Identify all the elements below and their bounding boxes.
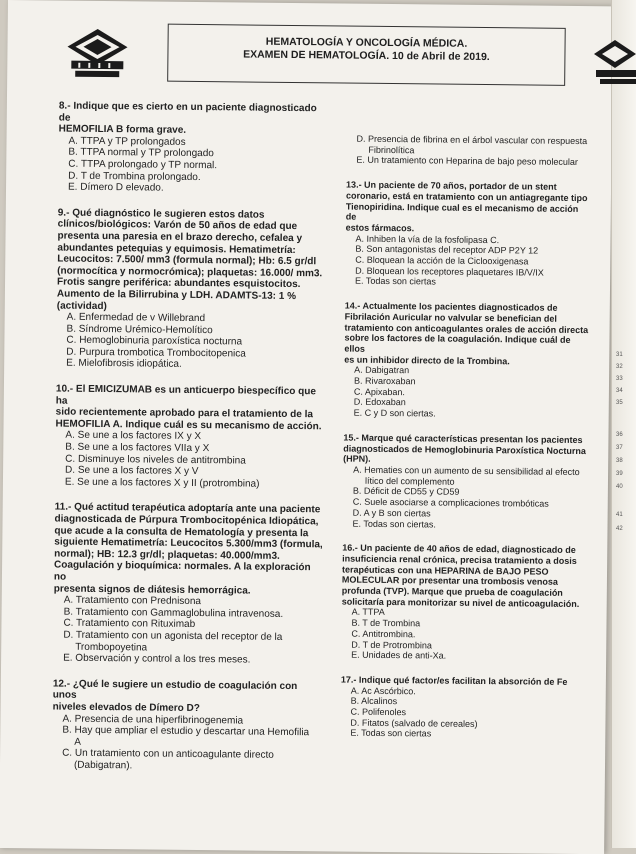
- question-8: [58, 101, 329, 197]
- question-14-option-c: C. Apixaban.: [344, 386, 589, 399]
- question-14-stem-5: es un inhibidor directo de la Trombina.: [344, 354, 589, 367]
- question-11-option-a: A. Tratamiento con Prednisona: [54, 595, 324, 609]
- exam-header: [167, 24, 566, 86]
- question-9-option-a: A. Enfermedad de v Willebrand: [57, 312, 327, 326]
- edge-number: 39: [616, 471, 623, 477]
- question-15-option-c: C. Suele asociarse a complicaciones trombóticas: [343, 497, 588, 510]
- question-10-option-d: D. Se une a los factores X y V: [55, 465, 325, 479]
- question-16-stem-2: insuficiencia renal crónica, precisa tratamiento a dosis: [342, 553, 587, 566]
- question-12-option-d: D. Presencia de fibrina en el árbol vascular con respuesta: [347, 134, 592, 147]
- question-13-option-e: E. Todas son ciertas: [345, 276, 590, 289]
- question-10-option-a: A. Se une a los factores IX y X: [55, 430, 325, 444]
- question-14-option-a: A. Dabigatran: [344, 365, 589, 378]
- question-11-stem-4: siguiente Hematimetría: Leucocitos 5.300/mm3 (formula,: [54, 537, 324, 551]
- question-15-option-a-cont: lítico del complemento: [343, 475, 588, 488]
- question-12-option-b: B. Hay que ampliar el estudio y descartar una Hemofilia: [52, 725, 322, 739]
- question-9-option-d: D. Purpura trombotica Trombocitopenica: [56, 346, 326, 360]
- edge-number: 38: [616, 458, 623, 464]
- question-8-stem-2: HEMOFILIA B forma grave.: [59, 124, 329, 138]
- university-logo-icon: [65, 27, 130, 86]
- question-17: [340, 674, 586, 741]
- question-14-stem-3: tratamiento con anticoagulantes orales de acción directa: [345, 322, 590, 335]
- question-11-stem-1: 11.- Qué actitud terapéutica adoptaría ante una paciente: [55, 502, 325, 516]
- question-13-option-b: B. Son antagonistas del receptor ADP P2Y 12: [345, 244, 590, 257]
- question-14-stem-2: Fibrilación Auricular no valvular se benefician del: [345, 311, 590, 324]
- question-15-stem-2: diagnosticados de Hemoglobinuria Paroxística Nocturna: [343, 443, 588, 456]
- question-8-stem-1: 8.- Indique que es cierto en un paciente diagnosticado de: [59, 101, 329, 127]
- question-15: [342, 432, 588, 531]
- question-14-stem-4: sobre los factores de la coagulación. Indique cuál de ellos: [344, 333, 589, 357]
- question-12-stem-2: niveles elevados de Dímero D?: [53, 701, 323, 715]
- header-title: HEMATOLOGÍA Y ONCOLOGÍA MÉDICA.: [169, 35, 565, 52]
- question-8-option-d: D. T de Trombina prolongado.: [58, 170, 328, 184]
- question-17-option-d: D. Fitatos (salvado de cereales): [340, 717, 585, 730]
- question-13-option-c: C. Bloquean la acción de la Ciclooxigenasa: [345, 255, 590, 268]
- question-8-option-b: B. TTPA normal y TP prolongado: [58, 147, 328, 161]
- edge-number: 36: [616, 432, 623, 438]
- question-10-stem-3: HEMOFILIA A. Indique cuál es su mecanismo de acción.: [56, 418, 326, 432]
- question-16-option-d: D. T de Protrombina: [341, 639, 586, 652]
- question-11-option-b: B. Tratamiento con Gammaglobulina intravenosa.: [54, 606, 324, 620]
- question-10-option-c: C. Disminuye los niveles de antitrombina: [55, 453, 325, 467]
- question-9-stem-5: Leucocitos: 7.500/ mm3 (formula normal); Hb: 6.5 gr/dl: [57, 254, 327, 268]
- question-9-stem-1: 9.- Qué diagnóstico le sugieren estos datos: [58, 207, 328, 221]
- question-13-stem-3: Tienopiridina. Indique cual es el mecanismo de acción de: [346, 201, 591, 225]
- edge-number: 40: [616, 484, 623, 490]
- question-10-option-b: B. Se une a los factores VIIa y X: [55, 442, 325, 456]
- edge-number: 37: [616, 445, 623, 451]
- question-12-continued: [346, 134, 591, 169]
- question-11-option-c: C. Tratamiento con Rituximab: [53, 618, 323, 632]
- question-14-option-b: B. Rivaroxaban: [344, 376, 589, 389]
- question-16-stem-6: solicitaría para monitorizar su nivel de anticoagulación.: [342, 596, 587, 609]
- question-15-stem-3: (HPN).: [343, 454, 588, 467]
- university-logo-icon: [594, 38, 636, 88]
- question-9-option-b: B. Síndrome Urémico-Hemolítico: [56, 323, 326, 337]
- question-16: [341, 543, 587, 663]
- question-17-option-a: A. Ac Ascórbico.: [341, 685, 586, 698]
- question-12-option-b-cont: A: [52, 736, 322, 750]
- question-13-option-d: D. Bloquean los receptores plaquetares IB/V/IX: [345, 265, 590, 278]
- question-9: [56, 207, 328, 372]
- question-12-option-a: A. Presencia de una hiperfibrinogenemia: [52, 713, 322, 727]
- question-11-stem-3: que acude a la consulta de Hematología y presenta la: [54, 525, 324, 539]
- question-15-option-b: B. Déficit de CD55 y CD59: [343, 486, 588, 499]
- question-16-option-b: B. T de Trombina: [341, 618, 586, 631]
- question-12-option-c: C. Un tratamiento con un anticoagulante directo: [52, 748, 322, 762]
- question-13-stem-4: estos fármacos.: [346, 222, 591, 235]
- question-9-option-e: E. Mielofibrosis idiopática.: [56, 358, 326, 372]
- question-11-option-e: E. Observación y control a los tres meses.: [53, 653, 323, 667]
- question-9-stem-7: Frotis sangre periférica: abundantes esquistocitos.: [57, 277, 327, 291]
- edge-number: 33: [616, 376, 623, 382]
- question-13-option-a: A. Inhiben la vía de la fosfolipasa C.: [345, 233, 590, 246]
- question-11-stem-6: Coagulación y bioquímica: normales. A la exploración no: [54, 560, 324, 586]
- header-subtitle: EXAMEN DE HEMATOLOGÍA. 10 de Abril de 2019.: [168, 48, 564, 65]
- edge-number: 34: [616, 388, 623, 394]
- question-11-stem-5: normal); HB: 12.3 gr/dl; plaquetas: 40.000/mm3.: [54, 548, 324, 562]
- question-17-option-c: C. Polifenoles: [341, 707, 586, 720]
- question-11-option-d: D. Tratamiento con un agonista del receptor de la: [53, 629, 323, 643]
- question-11-stem-2: diagnosticada de Púrpura Trombocitopénica Idiopática,: [55, 514, 325, 528]
- question-9-option-c: C. Hemoglobinuria paroxística nocturna: [56, 335, 326, 349]
- question-14: [344, 301, 590, 421]
- question-11: [53, 502, 325, 667]
- question-16-option-e: E. Unidades de anti-Xa.: [341, 650, 586, 663]
- question-11-option-d-cont: Trombopoyetina: [53, 641, 323, 655]
- left-column: [52, 101, 329, 774]
- question-16-option-a: A. TTPA: [342, 607, 587, 620]
- question-12-option-c-cont: (Dabigatran).: [52, 759, 322, 773]
- question-9-stem-3: presenta una paresia en el brazo derecho, cefalea y: [57, 230, 327, 244]
- question-8-option-e: E. Dímero D elevado.: [58, 182, 328, 196]
- edge-number: 31: [616, 352, 623, 358]
- question-16-option-c: C. Antitrombina.: [341, 628, 586, 641]
- edge-number: 41: [616, 512, 623, 518]
- question-13-stem-1: 13.- Un paciente de 70 años, portador de un stent: [346, 180, 591, 193]
- question-10-option-e: E. Se une a los factores X y II (protrombina): [55, 476, 325, 490]
- question-8-option-a: A. TTPA y TP prolongados: [58, 135, 328, 149]
- question-15-option-a: A. Hematies con un aumento de su sensibilidad al efecto: [343, 465, 588, 478]
- edge-number: 35: [616, 400, 623, 406]
- question-12-option-d-cont: Fibrinolítica: [346, 144, 591, 157]
- question-10-stem-2: sido recientemente aprobado para el tratamiento de la: [56, 407, 326, 421]
- right-column: [340, 134, 591, 742]
- question-16-stem-4: MOLECULAR por presentar una trombosis venosa: [342, 575, 587, 588]
- underlying-sheet-edge: [611, 0, 636, 848]
- question-16-stem-1: 16.- Un paciente de 40 años de edad, diagnosticado de: [342, 543, 587, 556]
- question-16-stem-5: profunda (TVP). Marque que prueba de coagulación: [342, 586, 587, 599]
- question-17-option-e: E. Todas son ciertas: [340, 728, 585, 741]
- question-12: [52, 678, 323, 774]
- question-9-stem-8: Aumento de la Bilirrubina y LDH. ADAMTS-13: 1 %: [57, 288, 327, 302]
- question-9-stem-6: (normocítica y normocrómica); plaquetas: 16.000/ mm3.: [57, 265, 327, 279]
- question-15-option-e: E. Todas son ciertas.: [342, 518, 587, 531]
- question-8-option-c: C. TTPA prolongado y TP normal.: [58, 159, 328, 173]
- question-15-option-d: D. A y B son ciertas: [343, 507, 588, 520]
- question-11-stem-7: presenta signos de diátesis hemorrágica.: [54, 583, 324, 597]
- question-10-stem-1: 10.- El EMICIZUMAB es un anticuerpo biespecífico que ha: [56, 384, 326, 410]
- edge-number: 32: [616, 364, 623, 370]
- question-9-stem-4: abundantes petequias y equimosis. Hematimetría:: [57, 242, 327, 256]
- question-17-stem-1: 17.- Indique qué factor/es facilitan la absorción de Fe: [341, 674, 586, 687]
- question-12-stem-1: 12.- ¿Qué le sugiere un estudio de coagulación con unos: [53, 678, 323, 704]
- question-17-option-b: B. Alcalinos: [341, 696, 586, 709]
- question-13: [345, 180, 591, 290]
- question-15-stem-1: 15.- Marque qué características presentan los pacientes: [343, 432, 588, 445]
- question-12-option-e: E. Un tratamiento con Heparina de bajo peso molecular: [346, 155, 591, 168]
- question-14-stem-1: 14.- Actualmente los pacientes diagnosticados de: [345, 301, 590, 314]
- question-13-stem-2: coronario, está en tratamiento con un antiagregante tipo: [346, 190, 591, 203]
- question-14-option-d: D. Edoxaban: [344, 397, 589, 410]
- question-16-stem-3: terapéuticas con una HEPARINA de BAJO PESO: [342, 564, 587, 577]
- question-14-option-e: E. C y D son ciertas.: [344, 408, 589, 421]
- edge-number: 42: [616, 526, 623, 532]
- question-9-stem-2: clínicos/biológicos: Varón de 50 años de edad que: [58, 219, 328, 233]
- question-9-stem-9: (actividad): [57, 300, 327, 314]
- question-10: [55, 384, 326, 491]
